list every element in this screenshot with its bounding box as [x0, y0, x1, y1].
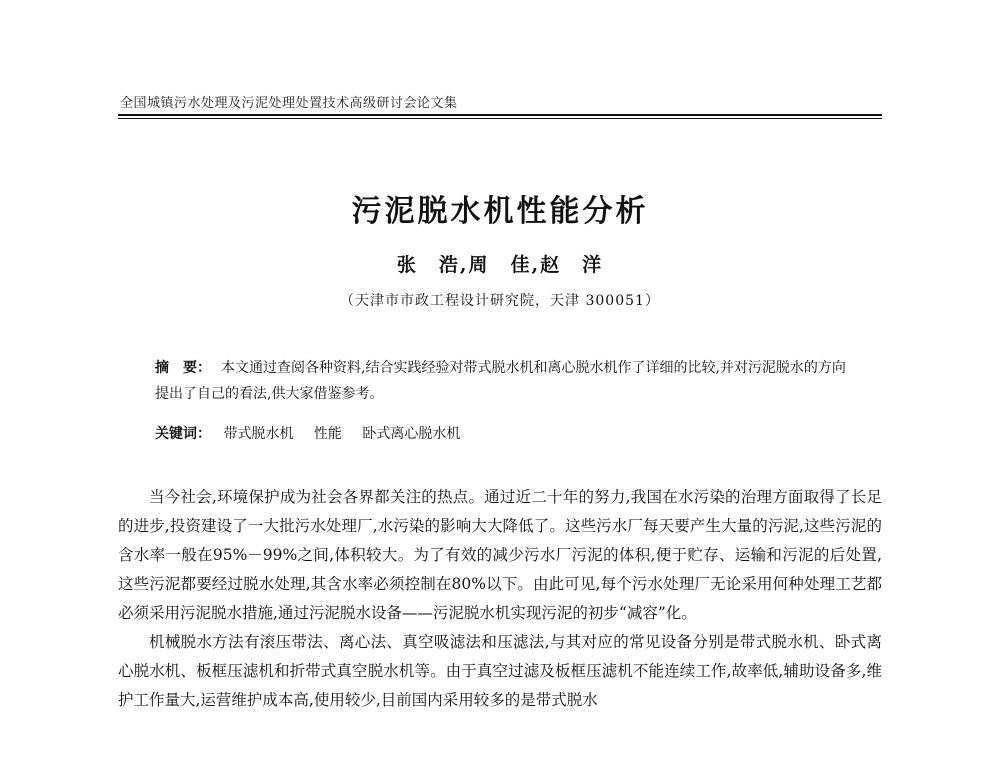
abstract: [155, 355, 855, 407]
abstract-label: 摘 要：: [155, 360, 211, 376]
keyword-item: 带式脱水机: [223, 426, 294, 442]
keyword-item: 性能: [313, 426, 342, 442]
keywords-label: 关键词：: [155, 426, 211, 442]
paper-authors: 张 浩,周 佳,赵 洋: [396, 254, 604, 276]
paper-affiliation: （天津市市政工程设计研究院，天津 300051）: [340, 293, 660, 309]
running-header: 全国城镇污水处理及污泥处理处置技术高级研讨会论文集: [120, 96, 458, 111]
keywords: [155, 423, 855, 443]
header-rule-thin: [118, 118, 882, 119]
body-paragraph: 当今社会,环境保护成为社会各界都关注的热点。通过近二十年的努力,我国在水污染的治理方面取得了长足的进步,投资建设了一大批污水处理厂,水污染的影响大大降低了。这些污水厂每天要产生大量的污泥,这些污泥的含水率一般在95%－99%之间,体积较大。为了有效的减少污水厂污泥的体积,便于贮存、运输和污泥的后处置,这些污泥都要经过脱水处理,其含水率必须控制在80%以下。由此可见,每个污水处理厂无论采用何种处理工艺都必须采用污泥脱水措施,通过污泥脱水设备——污泥脱水机实现污泥的初步“减容”化。: [118, 488, 882, 622]
header-rule-thick: [118, 114, 882, 116]
abstract-text: 本文通过查阅各种资料,结合实践经验对带式脱水机和离心脱水机作了详细的比较,并对污泥脱水的方向提出了自己的看法,供大家借鉴参考。: [155, 360, 846, 402]
paper-title: 污泥脱水机性能分析: [351, 194, 649, 229]
body-paragraph: 机械脱水方法有滚压带法、离心法、真空吸滤法和压滤法,与其对应的常见设备分别是带式脱水机、卧式离心脱水机、板框压滤机和折带式真空脱水机等。由于真空过滤及板框压滤机不能连续工作,故率低,辅助设备多,维护工作量大,运营维护成本高,使用较少,目前国内采用较多的是带式脱水: [118, 633, 882, 709]
body-text: [118, 483, 882, 715]
keyword-item: 卧式离心脱水机: [362, 426, 461, 442]
